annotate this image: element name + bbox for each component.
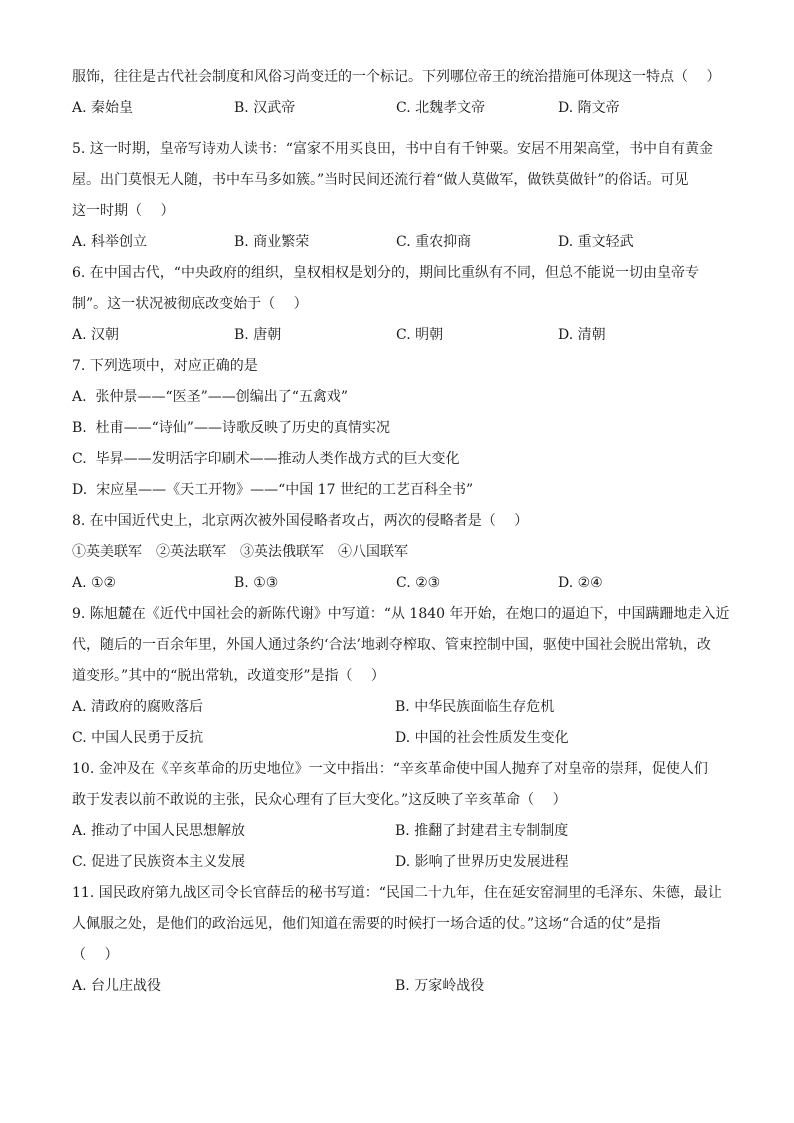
option-c: C. 重农抑商 xyxy=(396,234,472,250)
option-c: C. 中国人民勇于反抗 xyxy=(72,730,204,746)
option-c: C. 明朝 xyxy=(396,327,444,343)
option-b: B. 万家岭战役 xyxy=(395,978,485,994)
option-a: A. 台儿庄战役 xyxy=(72,978,162,994)
option-a: A. 汉朝 xyxy=(72,327,120,343)
question-6 xyxy=(72,258,722,351)
question-stem-line: 代，随后的一百余年里，外国人通过条约‘合法’地剥夺榨取、管束控制中国，驱使中国社会脱出常轨，改 xyxy=(72,637,711,653)
option-a: A. 推动了中国人民思想解放 xyxy=(72,823,246,839)
question-stem-line: 11. 国民政府第九战区司令长官薛岳的秘书写道：“民国二十九年，住在延安窑洞里的毛泽东、朱德，最让 xyxy=(72,885,722,901)
option-a: A. 秦始皇 xyxy=(72,100,134,116)
answer-options xyxy=(72,568,722,599)
option-b: B. 推翻了封建君主专制制度 xyxy=(395,823,569,839)
question-stem-line: 人佩服之处，是他们的政治远见，他们知道在需要的时候打一场合适的仗。”这场“合适的仗”是指 xyxy=(72,916,661,932)
option-d: D. 宋应星——《天工开物》——“中国 17 世纪的工艺百科全书” xyxy=(72,482,474,498)
question-10 xyxy=(72,754,722,878)
option-d: D. 重文轻武 xyxy=(558,234,634,250)
question-stem-line: 7. 下列选项中，对应正确的是 xyxy=(72,358,258,374)
option-d: D. ②④ xyxy=(558,575,603,591)
option-c: C. 北魏孝文帝 xyxy=(396,100,486,116)
question-stem-line: 9. 陈旭麓在《近代中国社会的新陈代谢》中写道：“从 1840 年开始，在炮口的逼迫下，中国蹒跚地走入近 xyxy=(72,606,730,622)
question-stem-line: 服饰，往往是古代社会制度和风俗习尚变迁的一个标记。下列哪位帝王的统治措施可体现这一特点（ ） xyxy=(72,69,721,85)
question-stem-line: 道变形。”其中的“脱出常轨，改道变形”是指（ ） xyxy=(72,668,385,684)
answer-options xyxy=(72,93,722,124)
answer-options xyxy=(72,320,722,351)
answer-options xyxy=(72,847,722,878)
option-d: D. 隋文帝 xyxy=(558,100,620,116)
option-a: A. ①② xyxy=(72,575,117,591)
answer-options xyxy=(72,227,722,258)
question-7 xyxy=(72,351,722,506)
answer-options xyxy=(72,971,722,1002)
option-b: B. 商业繁荣 xyxy=(234,234,310,250)
option-b: B. 杜甫——“诗仙”——诗歌反映了历史的真情实况 xyxy=(72,420,390,436)
option-d: D. 影响了世界历史发展进程 xyxy=(395,854,569,870)
question-stem-line: 8. 在中国近代史上，北京两次被外国侵略者攻占，两次的侵略者是（ ） xyxy=(72,513,529,529)
question-stem-line: 6. 在中国古代，“中央政府的组织，皇权相权是划分的，期间比重纵有不同，但总不能说一切由皇帝专 xyxy=(72,265,699,281)
answer-options xyxy=(72,816,722,847)
option-a: A. 清政府的腐败落后 xyxy=(72,699,204,715)
question-stem-line: 这一时期（ ） xyxy=(72,203,175,219)
option-c: C. 毕昇——发明活字印刷术——推动人类作战方式的巨大变化 xyxy=(72,451,460,467)
answer-options xyxy=(72,723,722,754)
option-a: A. 科举创立 xyxy=(72,234,148,250)
question-8 xyxy=(72,506,722,599)
question-stem-line: ①英美联军 ②英法联军 ③英法俄联军 ④八国联军 xyxy=(72,544,408,560)
option-c: C. 促进了民族资本主义发展 xyxy=(72,854,246,870)
question-stem-line: （ ） xyxy=(72,947,119,963)
option-b: B. 唐朝 xyxy=(234,327,282,343)
question-9 xyxy=(72,599,730,754)
option-c: C. ②③ xyxy=(396,575,441,591)
question-stem-line: 制”。这一状况被彻底改变始于（ ） xyxy=(72,296,308,312)
question-11 xyxy=(72,878,722,1002)
question-stem-line: 5. 这一时期，皇帝写诗劝人读书：“富家不用买良田，书中自有千钟粟。安居不用架高堂，书中自有黄金 xyxy=(72,141,713,157)
question-stem-line: 屋。出门莫恨无人随，书中车马多如簇。”当时民间还流行着“做人莫做军，做铁莫做针”的俗话。可见 xyxy=(72,172,689,188)
question-stem-line: 10. 金冲及在《辛亥革命的历史地位》一文中指出：“辛亥革命使中国人抛弃了对皇帝的崇拜，促使人们 xyxy=(72,761,708,777)
option-b: B. 中华民族面临生存危机 xyxy=(395,699,555,715)
option-d: D. 清朝 xyxy=(558,327,606,343)
option-b: B. 汉武帝 xyxy=(234,100,296,116)
question-5 xyxy=(72,134,722,258)
exam-page xyxy=(72,62,730,1002)
question-stem-line: 敢于发表以前不敢说的主张，民众心理有了巨大变化。”这反映了辛亥革命（ ） xyxy=(72,792,567,808)
option-b: B. ①③ xyxy=(234,575,279,591)
question-4 xyxy=(72,62,722,124)
answer-options xyxy=(72,692,722,723)
option-d: D. 中国的社会性质发生变化 xyxy=(395,730,569,746)
option-a: A. 张仲景——“医圣”——创编出了“五禽戏” xyxy=(72,389,349,405)
